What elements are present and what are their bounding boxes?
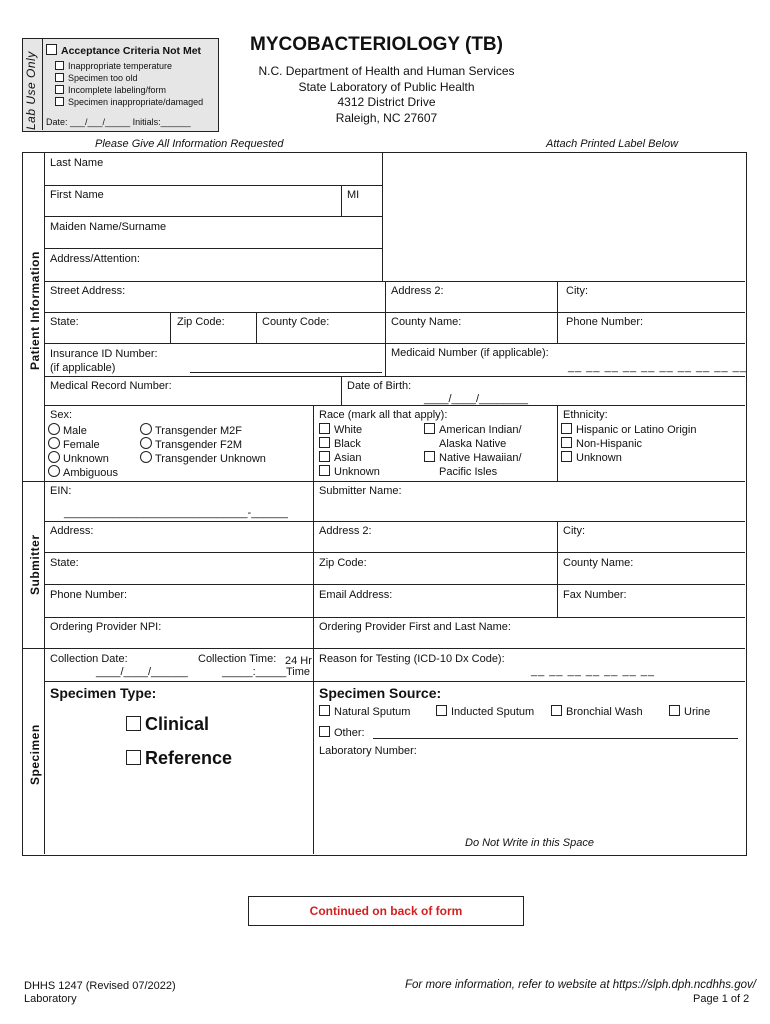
- time-label: Time: [286, 666, 311, 678]
- submitter-county-field[interactable]: County Name:: [563, 557, 634, 569]
- patient-zip-field[interactable]: Zip Code:: [177, 316, 225, 328]
- do-not-write-note: Do Not Write in this Space: [465, 837, 594, 849]
- radio-icon: [48, 437, 60, 449]
- submitter-state-field[interactable]: State:: [50, 557, 79, 569]
- checkbox-icon: [561, 437, 572, 448]
- ein-line[interactable]: ______________________________-______: [64, 507, 288, 519]
- sex-ambiguous[interactable]: Ambiguous: [48, 465, 118, 479]
- ethnicity-unknown[interactable]: Unknown: [561, 451, 622, 464]
- section-patient-information: Patient Information: [28, 251, 42, 370]
- sex-trans-f2m[interactable]: Transgender F2M: [140, 437, 242, 451]
- sex-male[interactable]: Male: [48, 423, 87, 437]
- source-inducted-sputum[interactable]: Inducted Sputum: [436, 705, 534, 718]
- radio-icon: [140, 437, 152, 449]
- checkbox-icon: [436, 705, 447, 716]
- submitter-email-field[interactable]: Email Address:: [319, 589, 393, 601]
- collection-time-line[interactable]: _____:_____: [222, 666, 287, 678]
- checkbox-icon: [319, 465, 330, 476]
- county-code-field[interactable]: County Code:: [262, 316, 330, 328]
- checkbox-icon: [561, 451, 572, 462]
- acceptance-criteria-heading[interactable]: Acceptance Criteria Not Met: [46, 44, 201, 57]
- radio-icon: [140, 451, 152, 463]
- dob-field[interactable]: Date of Birth:: [347, 380, 412, 392]
- page-title: MYCOBACTERIOLOGY (TB): [250, 34, 503, 55]
- please-give-note: Please Give All Information Requested: [95, 138, 284, 150]
- sex-trans-unknown[interactable]: Transgender Unknown: [140, 451, 266, 465]
- ethnicity-non-hispanic[interactable]: Non-Hispanic: [561, 437, 642, 450]
- lab-use-only-label: Lab Use Only: [24, 51, 38, 130]
- checkbox-icon: [669, 705, 680, 716]
- section-submitter: Submitter: [28, 534, 42, 595]
- patient-city-field[interactable]: City:: [566, 285, 588, 297]
- source-urine[interactable]: Urine: [669, 705, 710, 718]
- source-other[interactable]: Other:: [319, 726, 365, 739]
- sex-trans-m2f[interactable]: Transgender M2F: [140, 423, 242, 437]
- more-info-link[interactable]: For more information, refer to website at https://slph.dph.ncdhhs.gov/: [405, 979, 756, 991]
- address-attention-field[interactable]: Address/Attention:: [50, 253, 140, 265]
- first-name-field[interactable]: First Name: [50, 189, 104, 201]
- specimen-type-reference[interactable]: Reference: [126, 748, 232, 769]
- collection-time-field[interactable]: Collection Time:: [198, 653, 277, 665]
- checkbox-icon: [424, 451, 435, 462]
- race-asian[interactable]: Asian: [319, 451, 362, 464]
- insurance-id-field[interactable]: Insurance ID Number: (if applicable): [50, 348, 158, 374]
- race-unknown[interactable]: Unknown: [319, 465, 380, 478]
- county-name-field[interactable]: County Name:: [391, 316, 462, 328]
- maiden-name-field[interactable]: Maiden Name/Surname: [50, 221, 167, 233]
- source-natural-sputum[interactable]: Natural Sputum: [319, 705, 410, 718]
- mi-field[interactable]: MI: [347, 189, 360, 201]
- race-label: Race (mark all that apply):: [319, 409, 448, 421]
- lab-item-4[interactable]: Specimen inappropriate/damaged: [55, 97, 203, 107]
- lab-date-initials[interactable]: Date: ___/___/_____ Initials:______: [46, 117, 191, 127]
- specimen-source-label: Specimen Source:: [319, 685, 442, 701]
- ein-field[interactable]: EIN:: [50, 485, 72, 497]
- last-name-field[interactable]: Last Name: [50, 157, 104, 169]
- medicaid-field[interactable]: Medicaid Number (if applicable):: [391, 347, 549, 359]
- checkbox-icon: [319, 726, 330, 737]
- race-black[interactable]: Black: [319, 437, 361, 450]
- checkbox-icon: [319, 437, 330, 448]
- continued-box: Continued on back of form: [248, 896, 524, 926]
- submitter-address2-field[interactable]: Address 2:: [319, 525, 372, 537]
- collection-date-field[interactable]: Collection Date:: [50, 653, 128, 665]
- street-address-field[interactable]: Street Address:: [50, 285, 126, 297]
- checkbox-icon: [551, 705, 562, 716]
- provider-name-field[interactable]: Ordering Provider First and Last Name:: [319, 621, 511, 633]
- lab-item-2[interactable]: Specimen too old: [55, 73, 138, 83]
- submitter-fax-field[interactable]: Fax Number:: [563, 589, 627, 601]
- checkbox-icon: [319, 705, 330, 716]
- reason-testing-field[interactable]: Reason for Testing (ICD-10 Dx Code):: [319, 653, 505, 665]
- submitter-phone-field[interactable]: Phone Number:: [50, 589, 128, 601]
- address-block: N.C. Department of Health and Human Services State Laboratory of Public Health 4312 District Drive Raleigh, NC 27607: [258, 64, 515, 125]
- other-line[interactable]: [373, 738, 738, 739]
- provider-npi-field[interactable]: Ordering Provider NPI:: [50, 621, 162, 633]
- page-number: Page 1 of 2: [693, 993, 750, 1005]
- checkbox-icon: [319, 451, 330, 462]
- radio-icon: [48, 465, 60, 477]
- sex-unknown[interactable]: Unknown: [48, 451, 109, 465]
- medical-record-field[interactable]: Medical Record Number:: [50, 380, 172, 392]
- radio-icon: [48, 423, 60, 435]
- submitter-address-field[interactable]: Address:: [50, 525, 94, 537]
- patient-address2-field[interactable]: Address 2:: [391, 285, 444, 297]
- footer-laboratory: Laboratory: [24, 993, 77, 1005]
- checkbox-icon: [126, 716, 141, 731]
- checkbox-icon: [46, 44, 57, 55]
- dob-line[interactable]: ____/____/________: [424, 393, 528, 405]
- form-id: DHHS 1247 (Revised 07/2022): [24, 980, 176, 992]
- race-white[interactable]: White: [319, 423, 362, 436]
- sex-label: Sex:: [50, 409, 73, 421]
- submitter-city-field[interactable]: City:: [563, 525, 585, 537]
- lab-item-1[interactable]: Inappropriate temperature: [55, 61, 172, 71]
- checkbox-icon: [561, 423, 572, 434]
- ethnicity-hispanic[interactable]: Hispanic or Latino Origin: [561, 423, 696, 436]
- specimen-type-clinical[interactable]: Clinical: [126, 714, 209, 735]
- radio-icon: [48, 451, 60, 463]
- reason-blanks[interactable]: __ __ __ __ __ __ __: [531, 665, 655, 677]
- checkbox-icon: [126, 750, 141, 765]
- radio-icon: [140, 423, 152, 435]
- patient-state-field[interactable]: State:: [50, 316, 79, 328]
- checkbox-icon: [424, 423, 435, 434]
- lab-item-3[interactable]: Incomplete labeling/form: [55, 85, 166, 95]
- race-native-hawaiian[interactable]: Native Hawaiian/ Pacific Isles: [424, 451, 522, 479]
- source-bronchial-wash[interactable]: Bronchial Wash: [551, 705, 643, 718]
- patient-phone-field[interactable]: Phone Number:: [566, 316, 644, 328]
- sex-female[interactable]: Female: [48, 437, 100, 451]
- specimen-type-label: Specimen Type:: [50, 685, 157, 701]
- submitter-name-field[interactable]: Submitter Name:: [319, 485, 402, 497]
- section-specimen: Specimen: [28, 724, 42, 785]
- laboratory-number-field: Laboratory Number:: [319, 745, 417, 757]
- collection-date-line[interactable]: ____/____/______: [96, 666, 188, 678]
- attach-label-note: Attach Printed Label Below: [546, 138, 679, 150]
- checkbox-icon: [319, 423, 330, 434]
- medicaid-blanks[interactable]: __ __ __ __ __ __ __ __ __ __: [568, 361, 747, 373]
- race-american-indian[interactable]: American Indian/ Alaska Native: [424, 423, 522, 451]
- hr24-label: 24 Hr: [285, 655, 312, 667]
- submitter-zip-field[interactable]: Zip Code:: [319, 557, 367, 569]
- ethnicity-label: Ethnicity:: [563, 409, 608, 421]
